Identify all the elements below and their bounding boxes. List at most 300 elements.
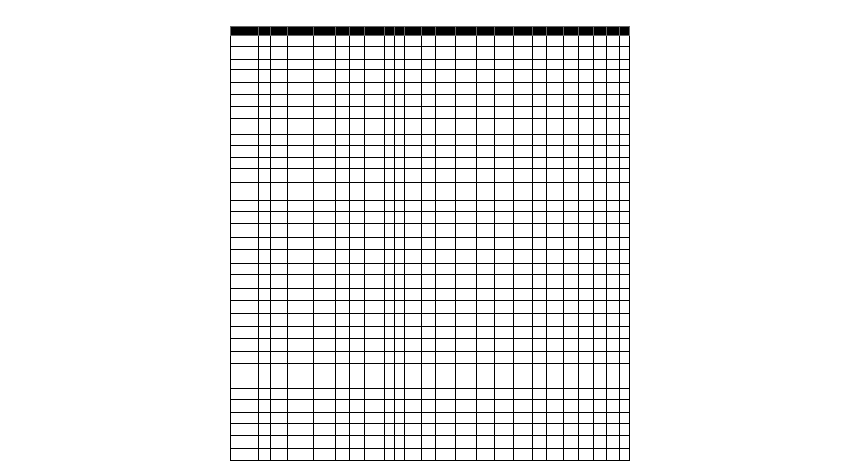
- table-cell: [259, 95, 271, 107]
- table-cell: [564, 250, 579, 264]
- table-cell: [436, 107, 456, 119]
- table-cell: [259, 327, 271, 339]
- table-cell: [231, 83, 259, 95]
- table-cell: [533, 389, 547, 400]
- table-cell: [514, 400, 533, 413]
- table-cell: [336, 83, 350, 95]
- table-row: [231, 135, 630, 146]
- table-cell: [365, 264, 385, 275]
- table-cell: [336, 183, 350, 201]
- table-cell: [514, 70, 533, 83]
- table-cell: [607, 424, 620, 436]
- table-cell: [259, 119, 271, 135]
- table-cell: [288, 107, 314, 119]
- column-header: [271, 27, 288, 36]
- table-cell: [365, 135, 385, 146]
- table-cell: [259, 364, 271, 389]
- table-cell: [579, 146, 594, 158]
- table-cell: [579, 36, 594, 47]
- table-cell: [477, 201, 495, 212]
- table-cell: [514, 238, 533, 250]
- table-cell: [477, 339, 495, 352]
- table-cell: [350, 400, 365, 413]
- table-cell: [405, 36, 422, 47]
- table-cell: [395, 264, 405, 275]
- table-cell: [436, 201, 456, 212]
- table-cell: [477, 314, 495, 327]
- table-cell: [607, 47, 620, 60]
- table-cell: [547, 146, 564, 158]
- table-cell: [271, 60, 288, 70]
- table-cell: [395, 60, 405, 70]
- table-cell: [620, 95, 630, 107]
- table-cell: [395, 70, 405, 83]
- table-cell: [350, 339, 365, 352]
- table-cell: [533, 413, 547, 424]
- table-cell: [365, 352, 385, 364]
- table-cell: [288, 400, 314, 413]
- table-row: [231, 275, 630, 289]
- table-cell: [422, 275, 436, 289]
- table-cell: [336, 238, 350, 250]
- table-cell: [547, 158, 564, 169]
- table-cell: [336, 289, 350, 301]
- table-cell: [336, 301, 350, 314]
- table-cell: [533, 436, 547, 449]
- table-cell: [336, 250, 350, 264]
- table-cell: [271, 364, 288, 389]
- table-cell: [495, 424, 514, 436]
- table-cell: [422, 70, 436, 83]
- table-cell: [533, 352, 547, 364]
- table-cell: [456, 224, 477, 238]
- table-cell: [495, 146, 514, 158]
- table-cell: [271, 400, 288, 413]
- table-cell: [533, 339, 547, 352]
- table-cell: [514, 449, 533, 461]
- table-cell: [436, 212, 456, 224]
- column-header: [350, 27, 365, 36]
- table-cell: [456, 212, 477, 224]
- table-cell: [436, 158, 456, 169]
- table-cell: [405, 301, 422, 314]
- table-cell: [456, 83, 477, 95]
- table-cell: [422, 264, 436, 275]
- table-cell: [422, 389, 436, 400]
- table-row: [231, 389, 630, 400]
- table-cell: [288, 201, 314, 212]
- table-cell: [271, 83, 288, 95]
- table-cell: [405, 146, 422, 158]
- table-cell: [385, 135, 395, 146]
- table-cell: [271, 47, 288, 60]
- table-cell: [336, 436, 350, 449]
- table-cell: [533, 301, 547, 314]
- table-cell: [259, 275, 271, 289]
- table-cell: [288, 364, 314, 389]
- table-cell: [314, 60, 336, 70]
- table-row: [231, 201, 630, 212]
- column-header: [533, 27, 547, 36]
- table-cell: [533, 289, 547, 301]
- table-cell: [405, 275, 422, 289]
- table-cell: [607, 212, 620, 224]
- table-cell: [385, 60, 395, 70]
- table-cell: [495, 400, 514, 413]
- table-cell: [495, 364, 514, 389]
- table-row: [231, 314, 630, 327]
- table-cell: [231, 389, 259, 400]
- table-cell: [405, 135, 422, 146]
- table-cell: [607, 36, 620, 47]
- table-cell: [436, 327, 456, 339]
- table-cell: [564, 83, 579, 95]
- table-cell: [288, 327, 314, 339]
- table-cell: [620, 389, 630, 400]
- table-cell: [314, 47, 336, 60]
- table-cell: [620, 327, 630, 339]
- table-cell: [395, 238, 405, 250]
- table-cell: [350, 436, 365, 449]
- table-row: [231, 327, 630, 339]
- table-cell: [350, 36, 365, 47]
- table-cell: [620, 449, 630, 461]
- table-row: [231, 36, 630, 47]
- table-cell: [456, 413, 477, 424]
- table-cell: [271, 413, 288, 424]
- table-cell: [620, 238, 630, 250]
- table-cell: [456, 289, 477, 301]
- table-cell: [579, 201, 594, 212]
- table-cell: [436, 352, 456, 364]
- table-cell: [436, 301, 456, 314]
- table-cell: [271, 36, 288, 47]
- table-cell: [547, 339, 564, 352]
- table-cell: [514, 327, 533, 339]
- table-cell: [365, 95, 385, 107]
- table-cell: [436, 119, 456, 135]
- column-header: [231, 27, 259, 36]
- table-cell: [620, 339, 630, 352]
- table-cell: [456, 314, 477, 327]
- table-cell: [547, 314, 564, 327]
- table-cell: [436, 146, 456, 158]
- table-cell: [495, 36, 514, 47]
- table-cell: [456, 238, 477, 250]
- table-cell: [579, 83, 594, 95]
- table-cell: [259, 314, 271, 327]
- table-cell: [620, 36, 630, 47]
- table-cell: [607, 83, 620, 95]
- table-cell: [231, 352, 259, 364]
- table-cell: [336, 364, 350, 389]
- table-cell: [365, 107, 385, 119]
- table-cell: [271, 146, 288, 158]
- table-cell: [385, 119, 395, 135]
- table-cell: [533, 60, 547, 70]
- table-cell: [579, 47, 594, 60]
- table-cell: [514, 224, 533, 238]
- table-cell: [477, 83, 495, 95]
- table-cell: [350, 47, 365, 60]
- table-cell: [579, 449, 594, 461]
- table-cell: [533, 327, 547, 339]
- table-cell: [436, 413, 456, 424]
- table-cell: [395, 400, 405, 413]
- table-cell: [314, 169, 336, 183]
- table-cell: [547, 250, 564, 264]
- table-cell: [477, 389, 495, 400]
- table-cell: [477, 400, 495, 413]
- table-cell: [365, 250, 385, 264]
- table-cell: [533, 275, 547, 289]
- table-cell: [594, 238, 607, 250]
- table-cell: [514, 250, 533, 264]
- table-cell: [365, 169, 385, 183]
- table-cell: [314, 352, 336, 364]
- table-cell: [350, 224, 365, 238]
- table-cell: [395, 201, 405, 212]
- table-cell: [436, 424, 456, 436]
- table-cell: [405, 424, 422, 436]
- table-cell: [395, 146, 405, 158]
- table-cell: [395, 364, 405, 389]
- table-cell: [564, 60, 579, 70]
- table-cell: [533, 135, 547, 146]
- table-cell: [594, 400, 607, 413]
- table-cell: [514, 424, 533, 436]
- table-cell: [456, 169, 477, 183]
- table-cell: [495, 275, 514, 289]
- table-cell: [422, 250, 436, 264]
- table-cell: [365, 224, 385, 238]
- table-cell: [350, 169, 365, 183]
- table-cell: [288, 238, 314, 250]
- table-cell: [477, 449, 495, 461]
- table-cell: [533, 183, 547, 201]
- data-table: [230, 26, 630, 461]
- table-cell: [533, 449, 547, 461]
- table-cell: [564, 169, 579, 183]
- table-cell: [259, 250, 271, 264]
- table-cell: [579, 212, 594, 224]
- table-cell: [259, 83, 271, 95]
- table-cell: [594, 95, 607, 107]
- table-cell: [477, 264, 495, 275]
- table-cell: [405, 183, 422, 201]
- table-cell: [422, 183, 436, 201]
- table-cell: [547, 327, 564, 339]
- table-cell: [395, 449, 405, 461]
- table-cell: [231, 327, 259, 339]
- table-cell: [365, 70, 385, 83]
- column-header: [456, 27, 477, 36]
- table-cell: [620, 275, 630, 289]
- table-cell: [288, 339, 314, 352]
- table-cell: [350, 212, 365, 224]
- table-cell: [395, 389, 405, 400]
- table-cell: [477, 95, 495, 107]
- table-cell: [365, 449, 385, 461]
- table-cell: [395, 135, 405, 146]
- table-cell: [271, 107, 288, 119]
- table-cell: [564, 314, 579, 327]
- table-cell: [288, 95, 314, 107]
- table-cell: [477, 301, 495, 314]
- table-cell: [395, 119, 405, 135]
- table-cell: [350, 364, 365, 389]
- table-cell: [271, 327, 288, 339]
- table-cell: [271, 264, 288, 275]
- table-cell: [594, 364, 607, 389]
- table-cell: [594, 339, 607, 352]
- table-cell: [405, 364, 422, 389]
- table-cell: [594, 70, 607, 83]
- table-cell: [456, 135, 477, 146]
- table-cell: [547, 135, 564, 146]
- table-cell: [405, 449, 422, 461]
- table-cell: [514, 169, 533, 183]
- table-cell: [594, 301, 607, 314]
- table-cell: [533, 201, 547, 212]
- table-cell: [365, 339, 385, 352]
- table-cell: [594, 158, 607, 169]
- table-cell: [564, 201, 579, 212]
- table-cell: [385, 327, 395, 339]
- table-cell: [620, 119, 630, 135]
- table-cell: [477, 436, 495, 449]
- table-cell: [288, 314, 314, 327]
- table-cell: [271, 169, 288, 183]
- table-cell: [564, 238, 579, 250]
- table-cell: [385, 301, 395, 314]
- table-cell: [259, 389, 271, 400]
- table-cell: [231, 158, 259, 169]
- table-cell: [231, 301, 259, 314]
- table-cell: [288, 119, 314, 135]
- table-cell: [620, 289, 630, 301]
- table-cell: [456, 158, 477, 169]
- table-cell: [579, 424, 594, 436]
- table-cell: [385, 352, 395, 364]
- table-cell: [547, 36, 564, 47]
- table-row: [231, 436, 630, 449]
- table-row: [231, 449, 630, 461]
- table-cell: [514, 135, 533, 146]
- table-cell: [620, 70, 630, 83]
- table-cell: [271, 95, 288, 107]
- table-cell: [620, 436, 630, 449]
- table-cell: [594, 389, 607, 400]
- table-row: [231, 264, 630, 275]
- table-cell: [579, 301, 594, 314]
- table-cell: [620, 424, 630, 436]
- column-header: [436, 27, 456, 36]
- table-cell: [579, 60, 594, 70]
- table-cell: [594, 327, 607, 339]
- table-cell: [564, 107, 579, 119]
- table-cell: [514, 158, 533, 169]
- table-row: [231, 339, 630, 352]
- table-cell: [547, 95, 564, 107]
- column-header: [385, 27, 395, 36]
- table-cell: [231, 119, 259, 135]
- table-cell: [395, 301, 405, 314]
- table-cell: [564, 327, 579, 339]
- table-cell: [477, 169, 495, 183]
- table-cell: [336, 224, 350, 238]
- table-cell: [395, 95, 405, 107]
- table-cell: [436, 314, 456, 327]
- table-cell: [495, 183, 514, 201]
- table-cell: [231, 413, 259, 424]
- table-cell: [456, 264, 477, 275]
- table-cell: [395, 47, 405, 60]
- table-cell: [607, 275, 620, 289]
- table-cell: [495, 264, 514, 275]
- table-cell: [514, 289, 533, 301]
- table-cell: [564, 424, 579, 436]
- table-cell: [288, 146, 314, 158]
- table-cell: [495, 107, 514, 119]
- table-cell: [271, 424, 288, 436]
- table-cell: [456, 36, 477, 47]
- table-cell: [395, 352, 405, 364]
- table-row: [231, 250, 630, 264]
- table-cell: [436, 289, 456, 301]
- table-cell: [607, 301, 620, 314]
- table-cell: [594, 224, 607, 238]
- table-cell: [620, 146, 630, 158]
- table-cell: [350, 238, 365, 250]
- table-cell: [422, 201, 436, 212]
- table-cell: [514, 314, 533, 327]
- table-cell: [547, 289, 564, 301]
- table-cell: [564, 352, 579, 364]
- table-cell: [231, 135, 259, 146]
- table-cell: [456, 352, 477, 364]
- table-cell: [495, 314, 514, 327]
- table-cell: [564, 289, 579, 301]
- table-cell: [259, 424, 271, 436]
- table-cell: [477, 352, 495, 364]
- table-cell: [607, 314, 620, 327]
- table-cell: [456, 449, 477, 461]
- table-cell: [314, 389, 336, 400]
- table-cell: [271, 158, 288, 169]
- table-cell: [405, 224, 422, 238]
- table-cell: [620, 183, 630, 201]
- table-cell: [395, 158, 405, 169]
- table-cell: [259, 413, 271, 424]
- table-cell: [288, 47, 314, 60]
- table-cell: [231, 70, 259, 83]
- table-cell: [495, 83, 514, 95]
- table-cell: [336, 389, 350, 400]
- table-cell: [350, 275, 365, 289]
- table-cell: [477, 212, 495, 224]
- table-cell: [533, 238, 547, 250]
- table-cell: [564, 95, 579, 107]
- table-cell: [405, 436, 422, 449]
- table-cell: [422, 364, 436, 389]
- table-cell: [456, 327, 477, 339]
- table-cell: [456, 275, 477, 289]
- table-cell: [350, 250, 365, 264]
- table-cell: [620, 60, 630, 70]
- column-header: [365, 27, 385, 36]
- table-cell: [395, 314, 405, 327]
